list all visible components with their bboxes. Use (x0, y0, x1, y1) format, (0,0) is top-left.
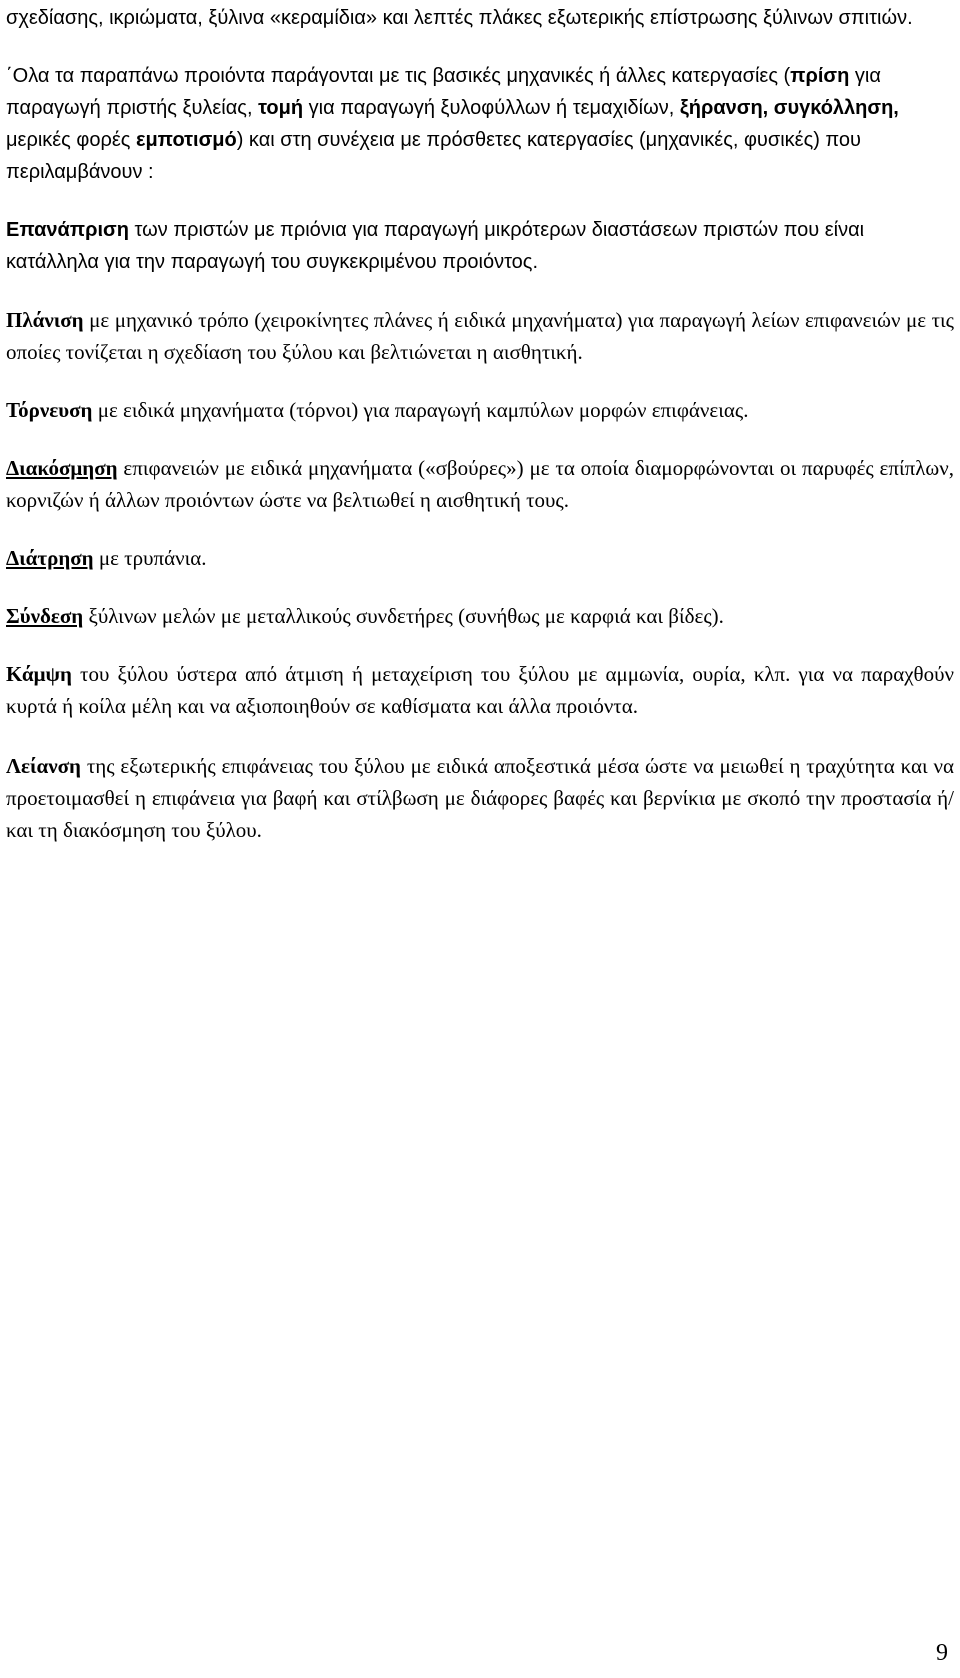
term-xiransi: ξήρανση, συγκόλληση, (679, 97, 899, 119)
intro-text-2: για παραγωγή πριστής ξυλείας, (6, 65, 881, 119)
process-text: επιφανειών με ειδικά μηχανήματα («σβούρες») με τα οποία διαμορφώνονται οι παρυφές επίπλων, κορνιζών ή άλλων προιόντων ώστε να βελτιωθεί η αισθητική τους. (6, 456, 954, 512)
process-epanaprisi (6, 214, 954, 278)
process-text: με τρυπάνια. (93, 546, 207, 570)
process-term: Τόρνευση (6, 398, 93, 422)
process-term: Πλάνιση (6, 308, 84, 332)
page-number: 9 (936, 1640, 948, 1666)
process-term: Επανάπριση (6, 219, 129, 241)
intro-text-3: για παραγωγή ξυλοφύλλων ή τεμαχιδίων, (303, 97, 680, 119)
process-kampsi (6, 658, 954, 722)
term-emprotismo: εμποτισμό (135, 129, 237, 151)
process-diakosmisi (6, 452, 954, 516)
intro-text-4: μερικές φορές (6, 129, 136, 151)
process-text: με ειδικά μηχανήματα (τόρνοι) για παραγωγή καμπύλων μορφών επιφάνειας. (92, 398, 749, 422)
intro-text-5: ) και στη συνέχεια με πρόσθετες κατεργασίες (μηχανικές, φυσικές) που περιλαμβάνουν : (6, 129, 861, 183)
process-term: Κάμψη (6, 662, 72, 686)
term-prisi: πρίση (790, 65, 850, 87)
process-planisi (6, 304, 954, 368)
intro-paragraph (6, 2, 954, 34)
process-term: Σύνδεση (6, 604, 84, 628)
process-torneusi (6, 394, 954, 426)
process-term: Διάτρηση (6, 546, 94, 570)
process-term: Λείανση (6, 754, 81, 778)
process-term: Διακόσμηση (6, 456, 118, 480)
process-text: της εξωτερικής επιφάνειας του ξύλου με ειδικά αποξεστικά μέσα ώστε να μειωθεί η τραχύτητα και να προετοιμασθεί η επιφάνεια για βαφή και στίλβωση με διάφορες βαφές και βερνίκια με σκοπό την προστασία ή/και τη διακόσμηση του ξύλου. (6, 754, 954, 842)
document-page (6, 2, 954, 846)
process-text: του ξύλου ύστερα από άτμιση ή μεταχείριση του ξύλου με αμμωνία, ουρία, κλπ. για να παραχθούν κυρτά ή κοίλα μέλη και να αξιοποιηθούν σε καθίσματα και άλλα προιόντα. (6, 662, 954, 718)
process-text: με μηχανικό τρόπο (χειροκίνητες πλάνες ή ειδικά μηχανήματα) για παραγωγή λείων επιφανειών με τις οποίες τονίζεται η σχεδίαση του ξύλου και βελτιώνεται η αισθητική. (6, 308, 954, 364)
process-text: ξύλινων μελών με μεταλλικούς συνδετήρες (συνήθως με καρφιά και βίδες). (83, 604, 724, 628)
intro-text: σχεδίασης, ικριώματα, ξύλινα «κεραμίδια» και λεπτές πλάκες εξωτερικής επίστρωσης ξύλινων σπιτιών. (6, 7, 913, 29)
intro-text-1: ΄Ολα τα παραπάνω προιόντα παράγονται με τις βασικές μηχανικές ή άλλες κατεργασίες ( (6, 65, 791, 87)
process-leiansi (6, 750, 954, 846)
process-syndesi (6, 600, 954, 632)
term-tomi: τομή (258, 97, 304, 119)
processes-intro-paragraph (6, 60, 954, 188)
process-text: των πριστών με πριόνια για παραγωγή μικρότερων διαστάσεων πριστών που είναι κατάλληλα για την παραγωγή του συγκεκριμένου προιόντος. (6, 219, 865, 273)
process-diatrisi (6, 542, 954, 574)
